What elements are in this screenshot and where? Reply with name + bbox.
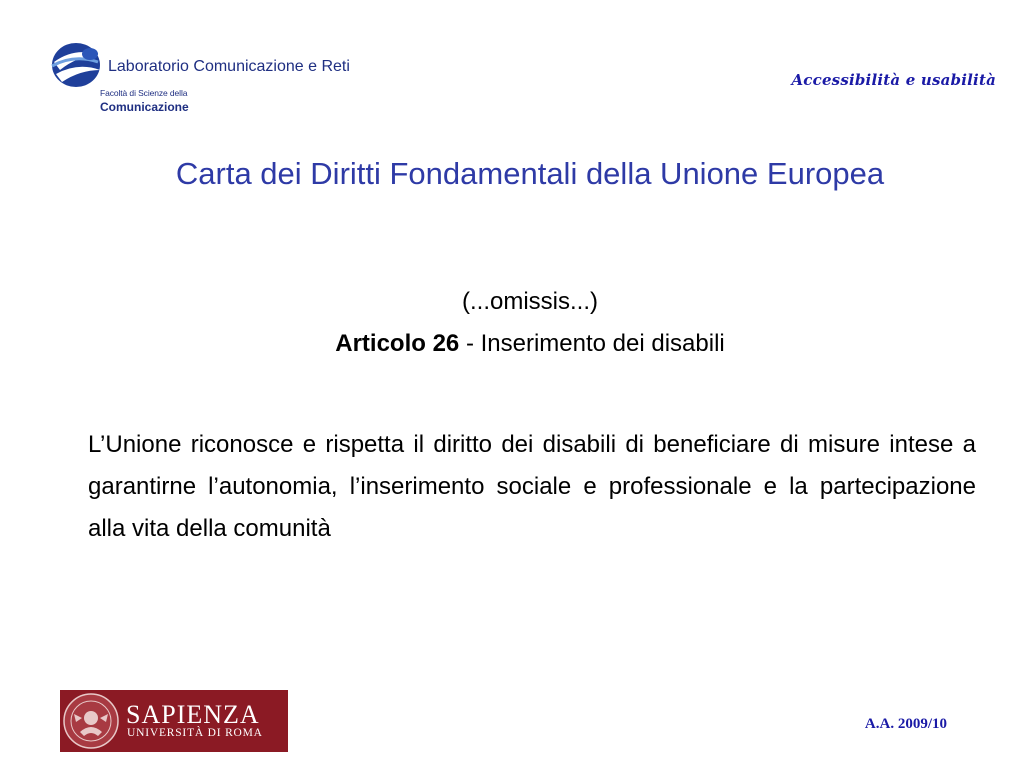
faculty-name: Comunicazione bbox=[100, 100, 189, 114]
article-heading bbox=[130, 330, 930, 358]
slide-title: Carta dei Diritti Fondamentali della Unione Europea bbox=[175, 156, 885, 191]
faculty-line: Facoltà di Scienze della bbox=[100, 88, 188, 98]
university-seal-icon bbox=[62, 692, 120, 750]
university-subtitle: UNIVERSITÀ DI ROMA bbox=[127, 727, 263, 739]
course-title: Accessibilità e usabilità bbox=[791, 71, 996, 89]
lab-name: Laboratorio Comunicazione e Reti bbox=[108, 58, 350, 75]
lab-logo bbox=[50, 40, 450, 120]
article-separator: - bbox=[459, 330, 481, 357]
article-body: L’Unione riconosce e rispetta il diritto dei disabili di beneficiare di misure intese a garantirne l’autonomia, l’inserimento sociale e professionale e la partecipazione alla vita della comunità bbox=[88, 431, 976, 542]
omissis-note: (...omissis...) bbox=[462, 288, 598, 315]
article-number: Articolo 26 bbox=[335, 330, 460, 357]
sapienza-logo bbox=[60, 690, 288, 752]
university-name: SAPIENZA bbox=[126, 700, 260, 729]
article-title: Inserimento dei disabili bbox=[480, 330, 725, 357]
academic-year: A.A. 2009/10 bbox=[864, 716, 947, 732]
globe-swoosh-icon bbox=[50, 40, 104, 90]
